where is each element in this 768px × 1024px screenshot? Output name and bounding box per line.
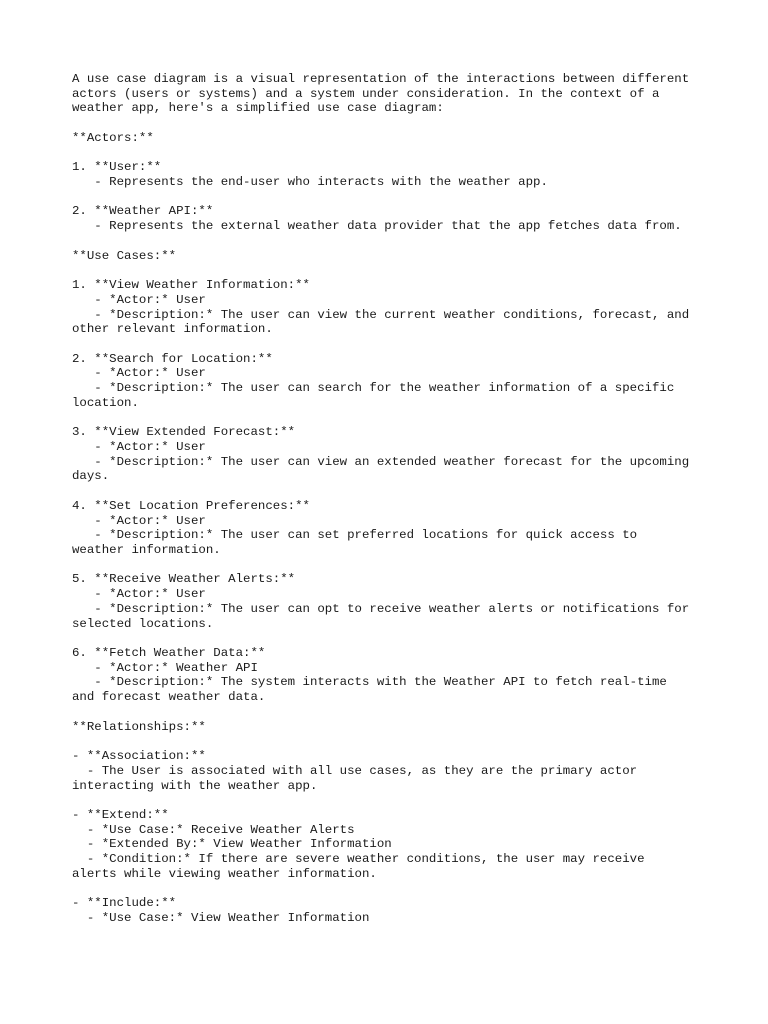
text-line: - *Actor:* User <box>72 513 206 528</box>
text-line: days. <box>72 469 110 484</box>
text-line <box>72 146 712 161</box>
text-line: and forecast weather data. <box>72 690 266 705</box>
text-line <box>72 793 712 808</box>
text-line: selected locations. <box>72 616 214 631</box>
text-line: - *Extended By:* View Weather Information <box>72 837 392 852</box>
text-line: - Represents the end-user who interacts with the weather app. <box>72 175 548 190</box>
text-line <box>72 484 712 499</box>
text-line <box>72 234 712 249</box>
text-line: - *Use Case:* Receive Weather Alerts <box>72 822 355 837</box>
text-line: - *Description:* The user can search for the weather information of a specific <box>72 381 675 396</box>
text-line: **Relationships:** <box>72 719 206 734</box>
text-line: - Represents the external weather data provider that the app fetches data from. <box>72 219 682 234</box>
text-line: weather app, here's a simplified use case diagram: <box>72 101 444 116</box>
text-line: 1. **User:** <box>72 160 162 175</box>
text-line: **Use Cases:** <box>72 248 177 263</box>
text-line: - **Include:** <box>72 896 177 911</box>
text-line: - *Description:* The user can set preferred locations for quick access to <box>72 528 638 543</box>
text-line: 6. **Fetch Weather Data:** <box>72 646 266 661</box>
text-line: location. <box>72 395 139 410</box>
text-line: actors (users or systems) and a system under consideration. In the context of a <box>72 86 660 101</box>
text-line <box>72 337 712 352</box>
text-line: 4. **Set Location Preferences:** <box>72 498 310 513</box>
text-line: - *Actor:* User <box>72 366 206 381</box>
text-line: - *Description:* The user can view an extended weather forecast for the upcoming <box>72 454 690 469</box>
text-line: interacting with the weather app. <box>72 778 318 793</box>
text-line: - *Description:* The user can opt to receive weather alerts or notifications for <box>72 601 690 616</box>
text-line: 1. **View Weather Information:** <box>72 278 310 293</box>
document-text <box>72 72 712 926</box>
text-line: 3. **View Extended Forecast:** <box>72 425 296 440</box>
text-line: - **Association:** <box>72 749 206 764</box>
text-line <box>72 705 712 720</box>
text-line: - The User is associated with all use cases, as they are the primary actor <box>72 763 638 778</box>
text-line <box>72 631 712 646</box>
text-line: - *Actor:* User <box>72 292 206 307</box>
text-line: **Actors:** <box>72 130 154 145</box>
text-line: - *Use Case:* View Weather Information <box>72 910 370 925</box>
text-line: - **Extend:** <box>72 807 169 822</box>
text-line <box>72 116 712 131</box>
text-line <box>72 263 712 278</box>
text-line: 2. **Search for Location:** <box>72 351 273 366</box>
text-line <box>72 190 712 205</box>
text-line: 2. **Weather API:** <box>72 204 214 219</box>
text-line: A use case diagram is a visual representation of the interactions between different <box>72 72 690 86</box>
text-line: other relevant information. <box>72 322 273 337</box>
text-line: - *Description:* The user can view the current weather conditions, forecast, and <box>72 307 690 322</box>
text-line: - *Actor:* User <box>72 439 206 454</box>
text-line <box>72 882 712 897</box>
text-line: - *Actor:* Weather API <box>72 660 258 675</box>
text-line <box>72 558 712 573</box>
text-line: - *Actor:* User <box>72 587 206 602</box>
text-line <box>72 734 712 749</box>
text-line: 5. **Receive Weather Alerts:** <box>72 572 296 587</box>
text-line: - *Description:* The system interacts with the Weather API to fetch real-time <box>72 675 667 690</box>
text-line: - *Condition:* If there are severe weather conditions, the user may receive <box>72 852 645 867</box>
text-line: alerts while viewing weather information. <box>72 866 377 881</box>
text-line: weather information. <box>72 543 221 557</box>
text-line <box>72 411 712 426</box>
